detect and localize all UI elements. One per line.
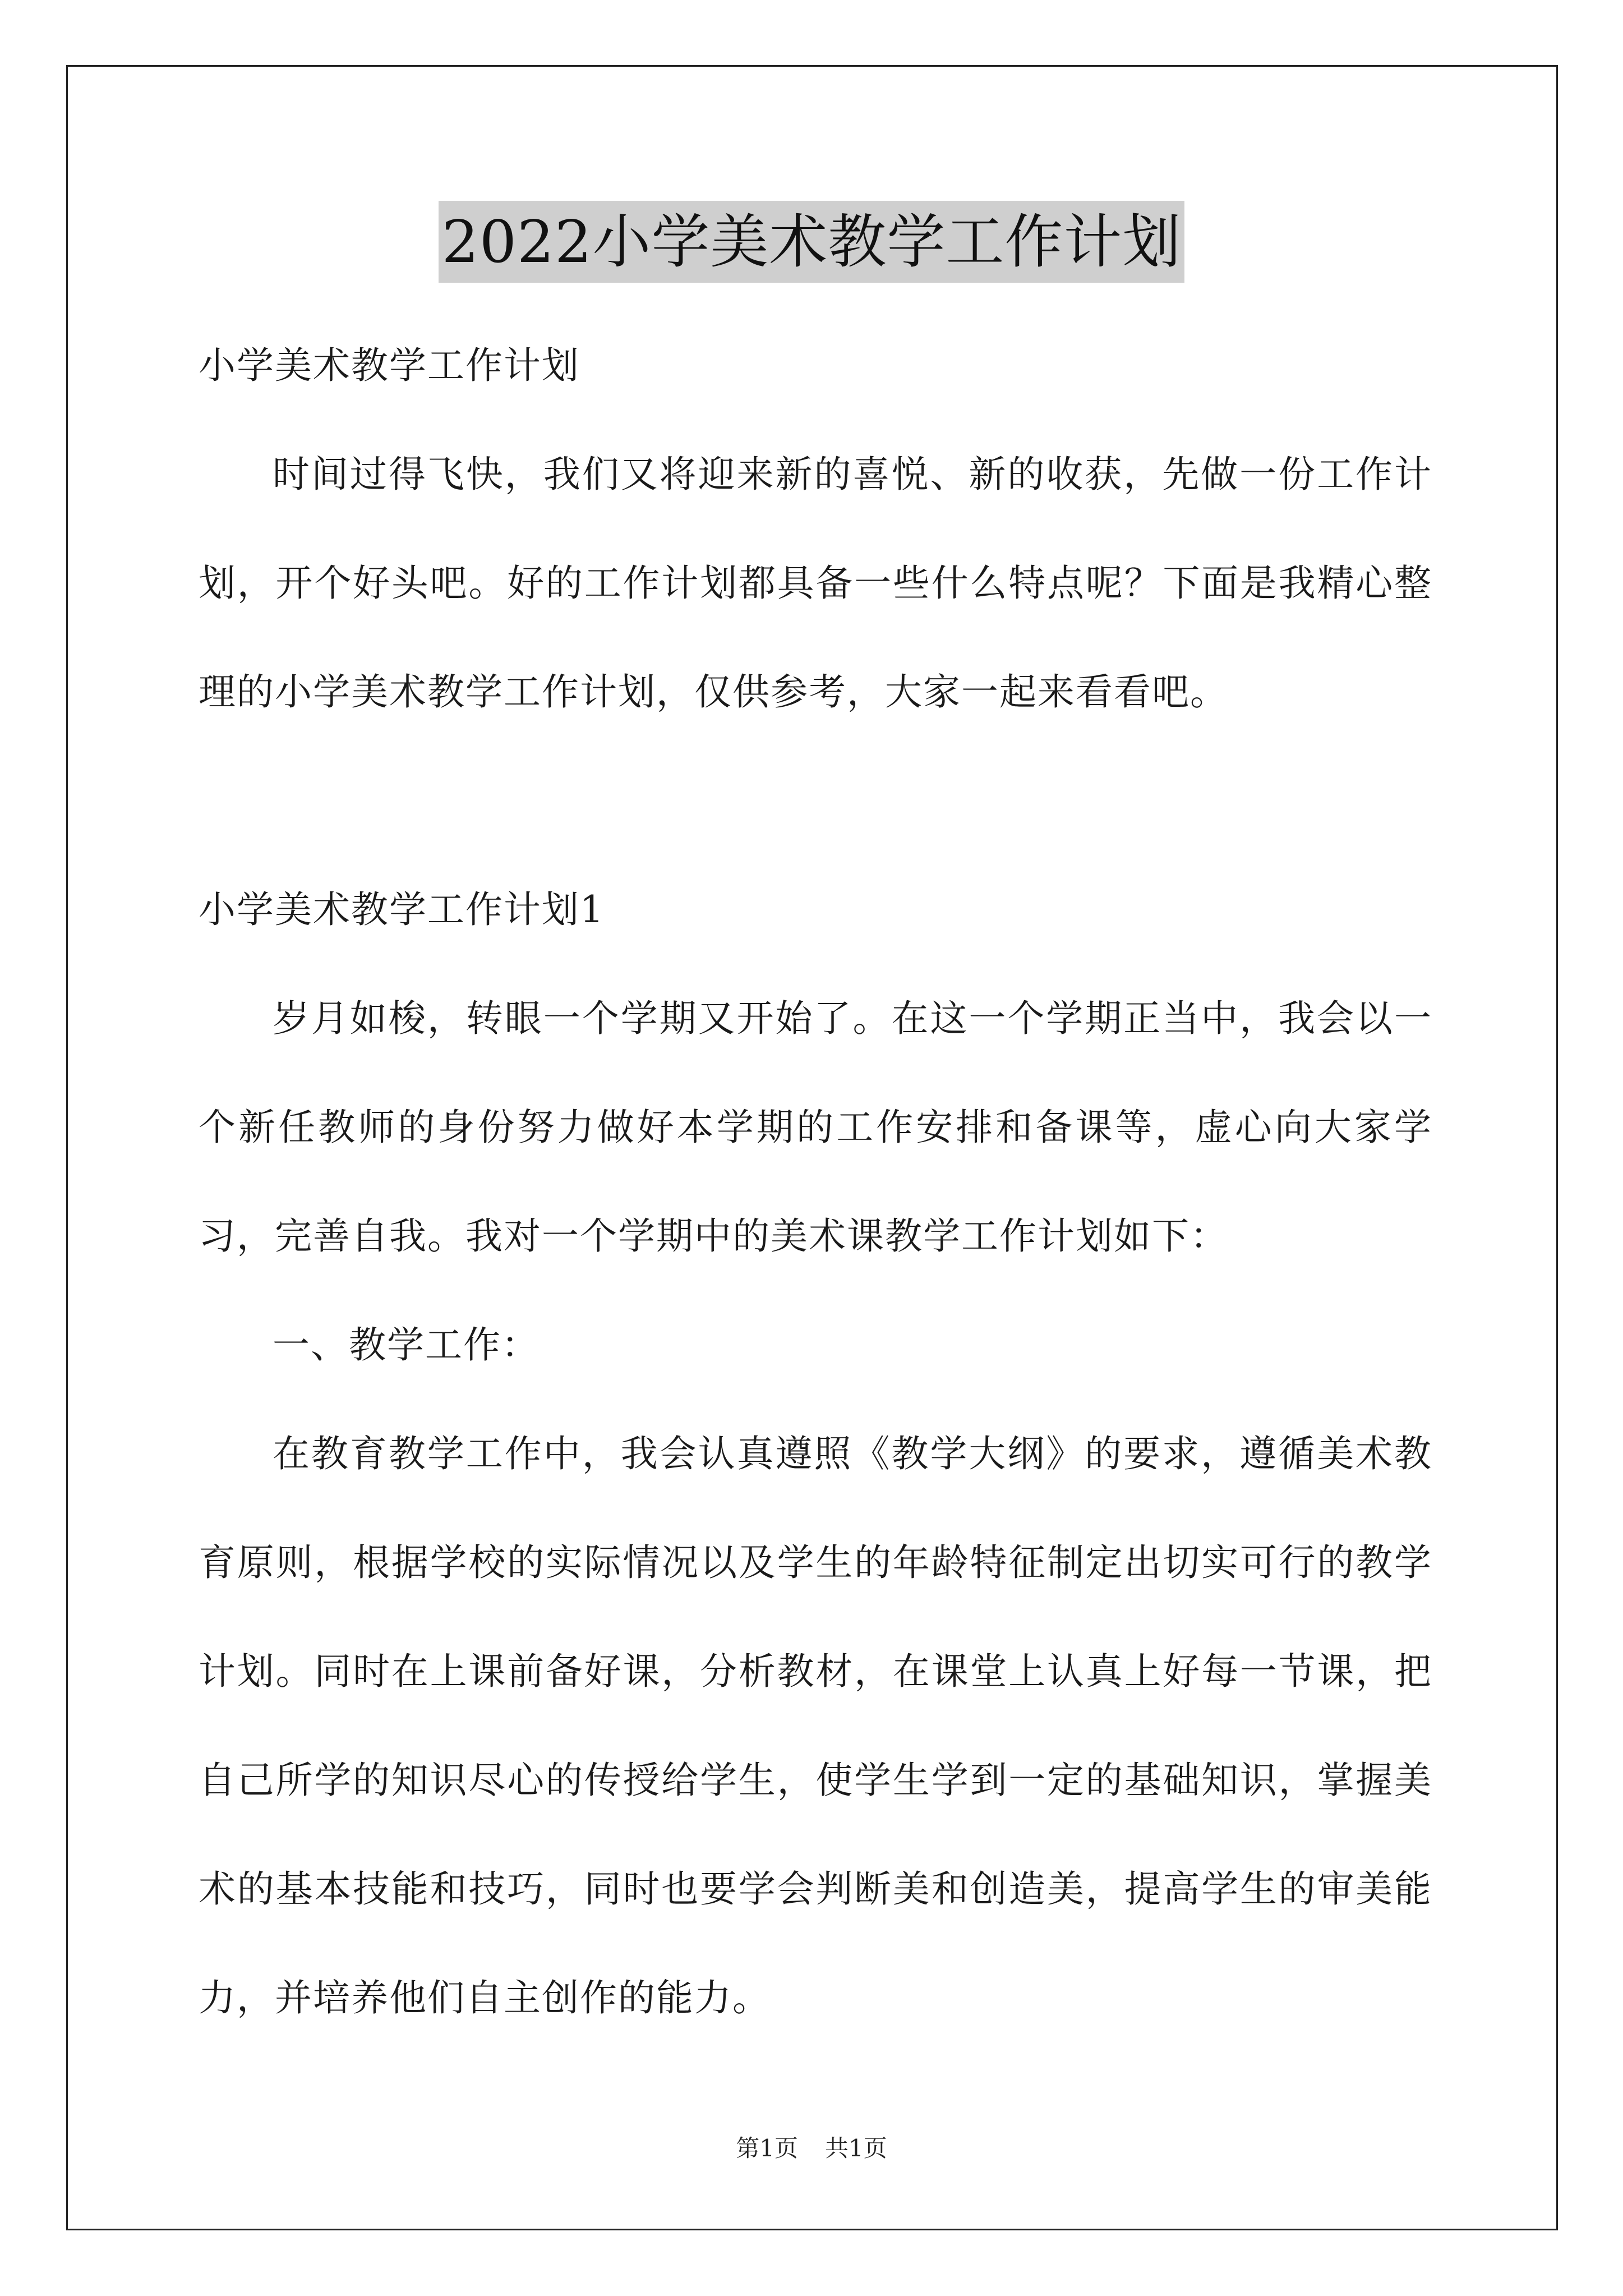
page-number: 第1页 <box>736 2134 798 2162</box>
subheading-teaching-work: 一、教学工作： <box>273 1323 540 1366</box>
body-paragraph-2: 在教育教学工作中，我会认真遵照《教学大纲》的要求，遵循美术教育原则，根据学校的实际情况以及学生的年龄特征制定出切实可行的教学计划。同时在上课前备好课，分析教材，在课堂上认真上好每一节课，把自己所学的知识尽心的传授给学生，使学生学到一定的基础知识，掌握美术的基本技能和技巧，同时也要学会判断美和创造美，提高学生的审美能力，并培养他们自主创作的能力。 <box>199 1432 1432 2019</box>
document-body <box>199 311 1432 2053</box>
document-title: 2022小学美术教学工作计划 <box>439 201 1185 283</box>
title-container <box>0 201 1623 283</box>
intro-paragraph: 时间过得飞快，我们又将迎来新的喜悦、新的收获，先做一份工作计划，开个好头吧。好的工作计划都具备一些什么特点呢？下面是我精心整理的小学美术教学工作计划，仅供参考，大家一起来看看吧。 <box>199 453 1432 714</box>
body-paragraph-1: 岁月如梭，转眼一个学期又开始了。在这一个学期正当中，我会以一个新任教师的身份努力做好本学期的工作安排和备课等，虚心向大家学习，完善自我。我对一个学期中的美术课教学工作计划如下： <box>199 997 1432 1258</box>
page-total: 共1页 <box>825 2134 887 2162</box>
page-footer <box>0 2132 1623 2165</box>
section-heading: 小学美术教学工作计划1 <box>199 888 605 931</box>
document-subtitle: 小学美术教学工作计划 <box>199 344 580 387</box>
